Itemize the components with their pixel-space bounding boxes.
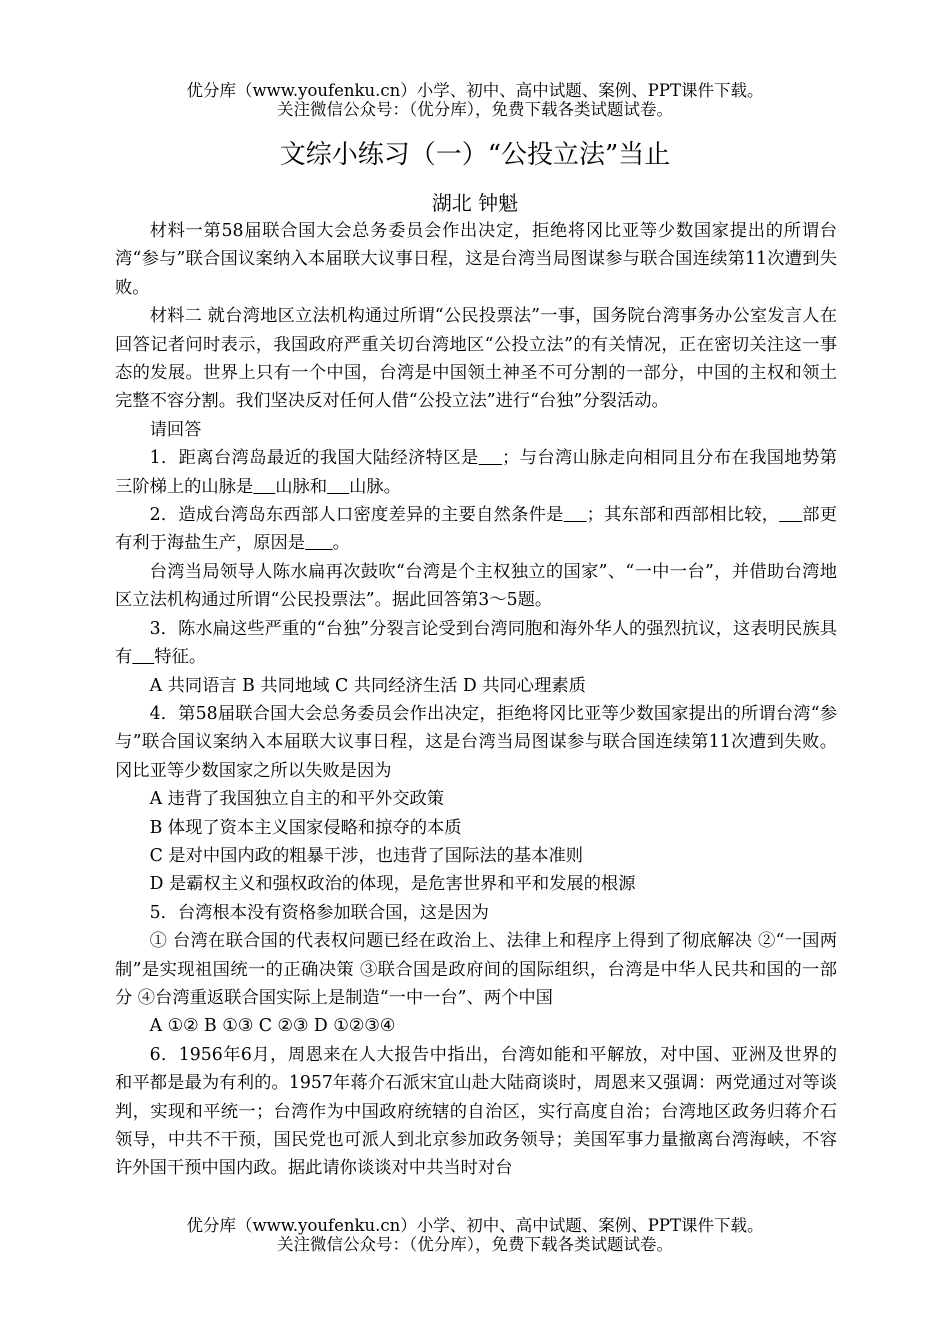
- author: 湖北 钟魁: [431, 191, 519, 215]
- q2-text-b: ；其东部和西部相比较，: [586, 505, 780, 526]
- blank: [327, 477, 349, 497]
- q4-option-d: D 是霸权主义和强权政治的体现，是危害世界和平和发展的根源: [149, 874, 636, 895]
- header-line-2: 关注微信公众号：（优分库），免费下载各类试题试卷。: [277, 100, 673, 119]
- page-footer: [0, 1216, 950, 1254]
- q5-options: A ①② B ①③ C ②③ D ①②③④: [149, 1016, 396, 1037]
- q1-text-b: ；与台湾山脉走向相同且分布在我国地势第三阶梯上的山脉是: [115, 448, 837, 497]
- material-1: 材料一第58届联合国大会总务委员会作出决定，拒绝将冈比亚等少数国家提出的所谓台湾“参与”联合国议案纳入本届联大议事日程，这是台湾当局图谋参与联合国连续第11次遭到失败。: [115, 221, 837, 298]
- q1-text-c: 山脉和: [275, 476, 328, 497]
- q3-options: A 共同语言 B 共同地域 C 共同经济生活 D 共同心理素质: [149, 675, 586, 696]
- q3-text-b: 特征。: [154, 647, 207, 668]
- q4-option-b: B 体现了资本主义国家侵略和掠夺的本质: [149, 817, 462, 838]
- intro-3-5: 台湾当局领导人陈水扁再次鼓吹“台湾是个主权独立的国家”、“一中一台”，并借助台湾地区立法机构通过所谓“公民投票法”。据此回答第3～5题。: [115, 561, 837, 611]
- q4-option-a: A 违背了我国独立自主的和平外交政策: [149, 789, 445, 810]
- q1-text-a: 1．距离台湾岛最近的我国大陆经济特区是: [149, 448, 479, 469]
- question-3: [115, 615, 837, 672]
- footer-line-1: 优分库（www.youfenku.cn）小学、初中、高中试题、案例、PPT课件下载。: [186, 1216, 764, 1235]
- page-title: 文综小练习（一）“公投立法”当止: [279, 140, 671, 170]
- blank: [564, 505, 587, 525]
- question-4: 4．第58届联合国大会总务委员会作出决定，拒绝将冈比亚等少数国家提出的所谓台湾“参与”联合国议案纳入本届联大议事日程，这是台湾当局图谋参与联合国连续第11次遭到失败。冈比亚等少数国家之所以失败是因为: [115, 703, 837, 781]
- question-5: 5．台湾根本没有资格参加联合国，这是因为: [149, 902, 489, 923]
- q3-text-a: 3．陈水扁这些严重的“台独”分裂言论受到台湾同胞和海外华人的强烈抗议，这表明民族具有: [115, 618, 837, 668]
- footer-line-2: 关注微信公众号：（优分库），免费下载各类试题试卷。: [277, 1235, 673, 1254]
- prompt: 请回答: [149, 419, 202, 440]
- document-body: [115, 217, 837, 1183]
- blank: [479, 448, 502, 468]
- blank: [305, 533, 332, 553]
- page-header: [0, 81, 950, 119]
- q2-text-a: 2．造成台湾岛东西部人口密度差异的主要自然条件是: [149, 505, 564, 526]
- blank: [253, 477, 275, 497]
- blank: [132, 647, 154, 667]
- q5-statements: ① 台湾在联合国的代表权问题已经在政治上、法律上和程序上得到了彻底解决 ②“一国两制”是实现祖国统一的正确决策 ③联合国是政府间的国际组织，台湾是中华人民共和国的一部分 ④台湾重返联合国实际上是制造“一中一台”、两个中国: [115, 931, 837, 1008]
- question-6: 6．1956年6月，周恩来在人大报告中指出，台湾如能和平解放，对中国、亚洲及世界的和平都是最为有利的。1957年蒋介石派宋宜山赴大陆商谈时，周恩来又强调：两党通过对等谈判，实现和平统一；台湾作为中国政府统辖的自治区，实行高度自治；台湾地区政务归蒋介石领导，中共不干预，国民党也可派人到北京参加政务领导；美国军事力量撤离台湾海峡，不容许外国干预中国内政。据此请你谈谈对中共当时对台: [115, 1044, 837, 1179]
- q2-text-d: 。: [332, 533, 350, 554]
- material-2: 材料二 就台湾地区立法机构通过所谓“公民投票法”一事，国务院台湾事务办公室发言人在回答记者问时表示，我国政府严重关切台湾地区“公投立法”的有关情况，正在密切关注这一事态的发展。世界上只有一个中国，台湾是中国领土神圣不可分割的一部分，中国的主权和领土完整不容分割。我们坚决反对任何人借“公投立法”进行“台独”分裂活动。: [115, 306, 837, 412]
- q1-text-d: 山脉。: [349, 476, 401, 497]
- question-1: [115, 444, 837, 501]
- blank: [779, 505, 802, 525]
- question-2: [115, 501, 837, 558]
- q2-text-c: 部更有利于海盐生产，原因是: [115, 505, 837, 554]
- header-line-1: 优分库（www.youfenku.cn）小学、初中、高中试题、案例、PPT课件下载。: [186, 81, 764, 100]
- q4-option-c: C 是对中国内政的粗暴干涉，也违背了国际法的基本准则: [149, 845, 584, 866]
